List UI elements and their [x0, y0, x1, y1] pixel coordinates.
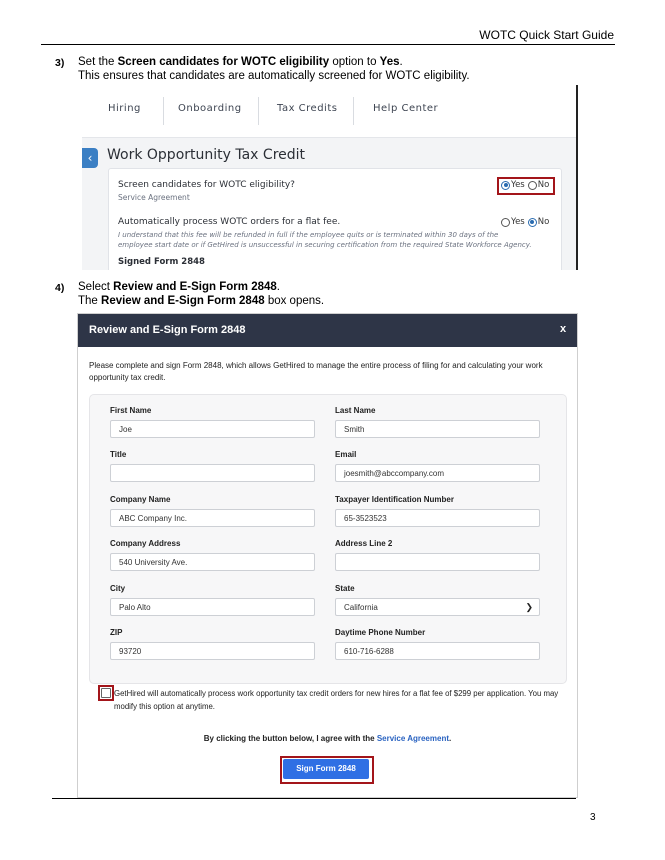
- company-address-label: Company Address: [110, 539, 181, 548]
- screen-no-radio[interactable]: [528, 181, 537, 190]
- first-name-input[interactable]: Joe: [110, 420, 315, 438]
- state-select-value: California: [344, 603, 378, 612]
- esign-modal: [77, 313, 578, 798]
- first-name-label: First Name: [110, 406, 152, 415]
- zip-label: ZIP: [110, 628, 123, 637]
- auto-yes-label: Yes: [511, 217, 525, 227]
- city-input[interactable]: Palo Alto: [110, 598, 315, 616]
- header-rule: [41, 44, 615, 45]
- refund-note-line2: employee start date or if GetHired is unsuccessful in securing certification from the required State Workforce Agency.: [118, 241, 532, 249]
- chevron-left-icon[interactable]: ‹: [82, 148, 98, 168]
- refund-note-line1: I understand that this fee will be refunded in full if the employee quits or is terminated within 30 days of the: [118, 231, 499, 239]
- footer-rule: [52, 798, 576, 799]
- nav-divider: [163, 97, 164, 125]
- screen-no-label: No: [537, 180, 550, 190]
- company-name-input[interactable]: ABC Company Inc.: [110, 509, 315, 527]
- page-title: Work Opportunity Tax Credit: [107, 147, 306, 163]
- step-3-number: 3): [55, 57, 65, 69]
- city-label: City: [110, 584, 126, 593]
- document-title: WOTC Quick Start Guide: [479, 28, 614, 42]
- nav-tax-credits[interactable]: Tax Credits: [277, 103, 338, 114]
- zip-input[interactable]: 93720: [110, 642, 315, 660]
- company-name-label: Company Name: [110, 495, 171, 504]
- modal-intro-text: Please complete and sign Form 2848, which allows GetHired to manage the entire process of filing for and calculating your work opportunity tax credit.: [89, 361, 543, 382]
- auto-no-radio[interactable]: [528, 218, 537, 227]
- nav-help-center[interactable]: Help Center: [373, 103, 439, 114]
- screen-yes-label: Yes: [511, 180, 525, 190]
- nav-onboarding[interactable]: Onboarding: [178, 103, 242, 114]
- title-label: Title: [110, 450, 127, 459]
- auto-process-question: Automatically process WOTC orders for a flat fee.: [118, 217, 341, 227]
- title-input[interactable]: [110, 464, 315, 482]
- wotc-settings-screenshot: [82, 85, 578, 270]
- phone-input[interactable]: 610-716-6288: [335, 642, 540, 660]
- tin-label: Taxpayer Identification Number: [335, 495, 454, 504]
- agreement-text: By clicking the button below, I agree with the Service Agreement.: [203, 734, 452, 743]
- email-label: Email: [335, 450, 357, 459]
- step-3-instruction: Set the Screen candidates for WOTC eligibility option to Yes.: [78, 56, 403, 68]
- state-select[interactable]: [335, 598, 540, 616]
- screen-candidates-question: Screen candidates for WOTC eligibility?: [118, 180, 295, 190]
- settings-card: [108, 168, 562, 270]
- address-line2-input[interactable]: [335, 553, 540, 571]
- form-card: [89, 394, 567, 684]
- last-name-label: Last Name: [335, 406, 376, 415]
- sign-form-button[interactable]: Sign Form 2848: [283, 759, 369, 779]
- auto-process-radio-group: [501, 217, 549, 227]
- close-icon[interactable]: x: [560, 323, 567, 335]
- modal-title: Review and E-Sign Form 2848: [89, 324, 246, 336]
- modal-header: [78, 314, 577, 347]
- auto-process-text: GetHired will automatically process work opportunity tax credit orders for new hires for a flat fee of $299 per application. You may modify this option at anytime.: [114, 689, 559, 711]
- auto-process-checkbox[interactable]: [101, 688, 111, 698]
- auto-no-label: No: [537, 217, 550, 227]
- top-nav: [82, 85, 576, 138]
- tin-input[interactable]: 65-3523523: [335, 509, 540, 527]
- service-agreement-sublabel: Service Agreement: [118, 193, 190, 202]
- screen-yes-radio[interactable]: [501, 181, 510, 190]
- state-label: State: [335, 584, 355, 593]
- company-address-input[interactable]: 540 University Ave.: [110, 553, 315, 571]
- step-4-instruction: Select Review and E-Sign Form 2848.: [78, 281, 280, 293]
- step-3-description: This ensures that candidates are automatically screened for WOTC eligibility.: [78, 70, 470, 82]
- service-agreement-link[interactable]: Service Agreement: [376, 734, 449, 743]
- step-4-description: The Review and E-Sign Form 2848 box opens.: [78, 295, 325, 307]
- nav-hiring[interactable]: Hiring: [108, 103, 141, 114]
- chevron-down-icon: ❯: [525, 602, 533, 612]
- auto-yes-radio[interactable]: [501, 218, 510, 227]
- screen-candidates-radio-group: [501, 180, 549, 190]
- phone-label: Daytime Phone Number: [335, 628, 426, 637]
- address-line2-label: Address Line 2: [335, 539, 393, 548]
- signed-form-label: Signed Form 2848: [118, 257, 205, 267]
- nav-divider: [353, 97, 354, 125]
- nav-divider: [258, 97, 259, 125]
- step-4-number: 4): [55, 282, 65, 294]
- email-input[interactable]: joesmith@abccompany.com: [335, 464, 540, 482]
- last-name-input[interactable]: Smith: [335, 420, 540, 438]
- page-number: 3: [590, 812, 596, 823]
